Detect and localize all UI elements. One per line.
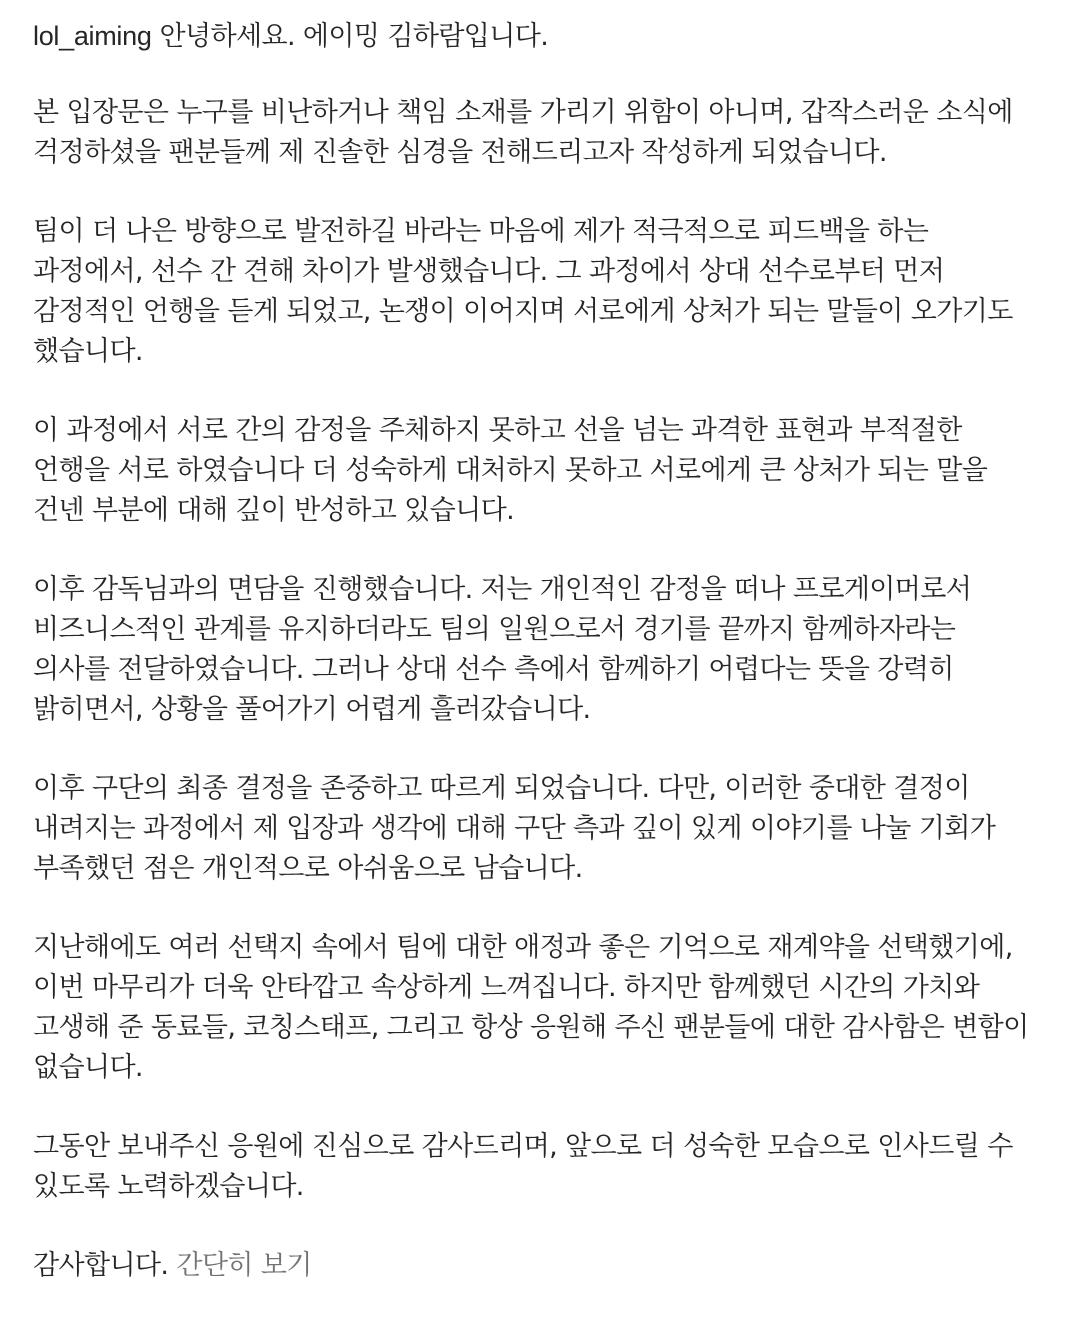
caption-line: 지난해에도 여러 선택지 속에서 팀에 대한 애정과 좋은 기억으로 재계약을 선택했기에, [33,932,1013,963]
caption-paragraph [33,928,1053,1088]
caption-line: 밝히면서, 상황을 풀어가기 어렵게 흘러갔습니다. [33,694,591,725]
caption-line: 고생해 준 동료들, 코칭스태프, 그리고 항상 응원해 주신 팬분들에 대한 감사함은 변함이 [33,1012,1029,1043]
caption-line: 팀이 더 나은 방향으로 발전하길 바라는 마음에 제가 적극적으로 피드백을 하는 [33,216,929,247]
caption-line: 내려지는 과정에서 제 입장과 생각에 대해 구단 측과 깊이 있게 이야기를 나눌 기회가 [33,813,996,844]
caption-line: 비즈니스적인 관계를 유지하더라도 팀의 일원으로서 경기를 끝까지 함께하자라는 [33,614,956,645]
caption-line: 감정적인 언행을 듣게 되었고, 논쟁이 이어지며 서로에게 상처가 되는 말들이 오가기도 [33,296,1013,327]
caption-paragraph [33,93,1053,173]
post-caption [33,16,1053,1325]
caption-line: 이번 마무리가 더욱 안타깝고 속상하게 느껴집니다. 하지만 함께했던 시간의 가치와 [33,972,980,1003]
caption-line: 이후 구단의 최종 결정을 존중하고 따르게 되었습니다. 다만, 이러한 중대한 결정이 [33,773,970,804]
caption-closing [33,1246,1053,1286]
caption-line: 없습니다. [33,1052,143,1083]
caption-paragraph [33,411,1053,531]
caption-line: 걱정하셨을 팬분들께 제 진솔한 심경을 전해드리고자 작성하게 되었습니다. [33,137,887,168]
caption-line: 과정에서, 선수 간 견해 차이가 발생했습니다. 그 과정에서 상대 선수로부터 먼저 [33,256,945,287]
username-link[interactable]: lol_aiming [33,21,152,51]
collapse-caption-link[interactable]: 간단히 보기 [176,1250,312,1281]
greeting-text: 안녕하세요. 에이밍 김하람입니다. [151,21,549,52]
caption-line: 했습니다. [33,336,143,367]
caption-line: 건넨 부분에 대해 깊이 반성하고 있습니다. [33,495,515,526]
closing-text: 감사합니다. [33,1250,177,1281]
caption-line: 의사를 전달하였습니다. 그러나 상대 선수 측에서 함께하기 어렵다는 뜻을 강력히 [33,654,954,685]
caption-line: 언행을 서로 하였습니다 더 성숙하게 대처하지 못하고 서로에게 큰 상처가 되는 말을 [33,455,988,486]
caption-line: 본 입장문은 누구를 비난하거나 책임 소재를 가리기 위함이 아니며, 갑작스러운 소식에 [33,97,1013,128]
caption-line: 이후 감독님과의 면담을 진행했습니다. 저는 개인적인 감정을 떠나 프로게이머로서 [33,574,972,605]
caption-line: 그동안 보내주신 응원에 진심으로 감사드리며, 앞으로 더 성숙한 모습으로 인사드릴 수 [33,1131,1013,1162]
caption-paragraph [33,1127,1053,1207]
caption-header [33,16,1053,57]
caption-paragraph [33,570,1053,730]
caption-line: 부족했던 점은 개인적으로 아쉬움으로 남습니다. [33,853,583,884]
caption-paragraph [33,212,1053,372]
caption-paragraph [33,769,1053,889]
caption-line: 있도록 노력하겠습니다. [33,1171,304,1202]
caption-line: 이 과정에서 서로 간의 감정을 주체하지 못하고 선을 넘는 과격한 표현과 부적절한 [33,415,962,446]
